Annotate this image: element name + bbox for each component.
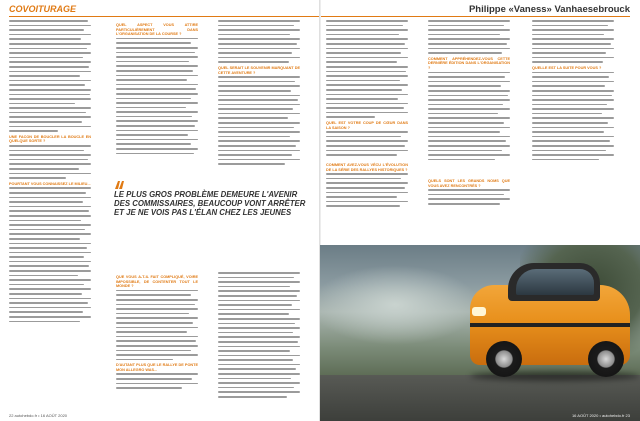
brand-label: CO	[9, 4, 23, 14]
car-photo	[320, 245, 640, 421]
question-heading: QUE VOUS A-T-IL FAIT COMPLIQUÉ, VOIRE IMPOSSIBLE, DE CONTENTER TOUT LE MONDE ?	[116, 275, 198, 289]
quote-mark-icon	[114, 180, 124, 190]
page-folio-left: 22 autohebdo.fr • 16 AOÛT 2020	[9, 413, 68, 418]
text-column-2-lower	[116, 272, 198, 412]
question-heading: POURTANT VOUS CONNAISSEZ LE MILIEU...	[9, 181, 91, 186]
text-column-4-lower	[326, 160, 408, 240]
text-column-3-lower	[218, 272, 300, 412]
wheel-icon	[486, 341, 522, 377]
wheel-icon	[588, 341, 624, 377]
question-heading: UNE FACON DE BOUCLER LA BOUCLE EN QUELQUE SORTE ?	[9, 134, 91, 144]
section-header	[9, 4, 76, 14]
question-heading: QUEL SERAIT LE SOUVENIR MARQUANT DE CETTE AVENTURE ?	[218, 65, 300, 75]
pull-quote: LE PLUS GROS PROBLÈME DEMEURE L'AVENIR DES COMMISSAIRES, BEAUCOUP VONT ARRÊTER ET JE NE VOIS PAS L'ÉLAN CHEZ LES JEUNES	[114, 190, 306, 218]
text-column-6	[532, 20, 614, 242]
page-folio-right: 16 AOÛT 2020 • autohebdo.fr 23	[571, 413, 630, 418]
question-heading: QUEL ASPECT VOUS ATTIRE PARTICULIÈREMENT DANS L'ORGANISATION DE LA COURSE ?	[116, 23, 198, 37]
question-heading: QUELLE EST LA SUITE POUR VOUS ?	[532, 65, 602, 70]
text-column-5-lower	[428, 176, 510, 240]
question-heading: COMMENT AVEZ-VOUS VÉCU L'ÉVOLUTION DE LA SÉRIE DES RALLYES HISTORIQUES ?	[326, 163, 408, 172]
article-name-header	[469, 4, 630, 15]
question-heading: QUEL EST VOTRE COUP DE CŒUR DANS LA SAISON ?	[326, 121, 408, 130]
question-heading: QUELS SONT LES GRANDS NOMS QUE VOUS AVEZ RENCONTRÉS ?	[428, 179, 510, 188]
text-column-2	[116, 20, 198, 185]
question-heading: D'AUTANT PLUS QUE LE RALLYE DE PONTE MON ALLEGRO WAS...	[116, 363, 198, 372]
question-heading: COMMENT APPRÉHENDEZ-VOUS CETTE DERNIÈRE ÉDITION DANS L'ORGANISATION ?	[428, 56, 510, 70]
section-label: VOITURAGE	[22, 4, 77, 14]
text-column-3	[218, 20, 300, 185]
text-column-1	[9, 20, 91, 410]
interviewee-name: Philippe «Vaness» Vanhaesebrouck	[468, 4, 630, 15]
